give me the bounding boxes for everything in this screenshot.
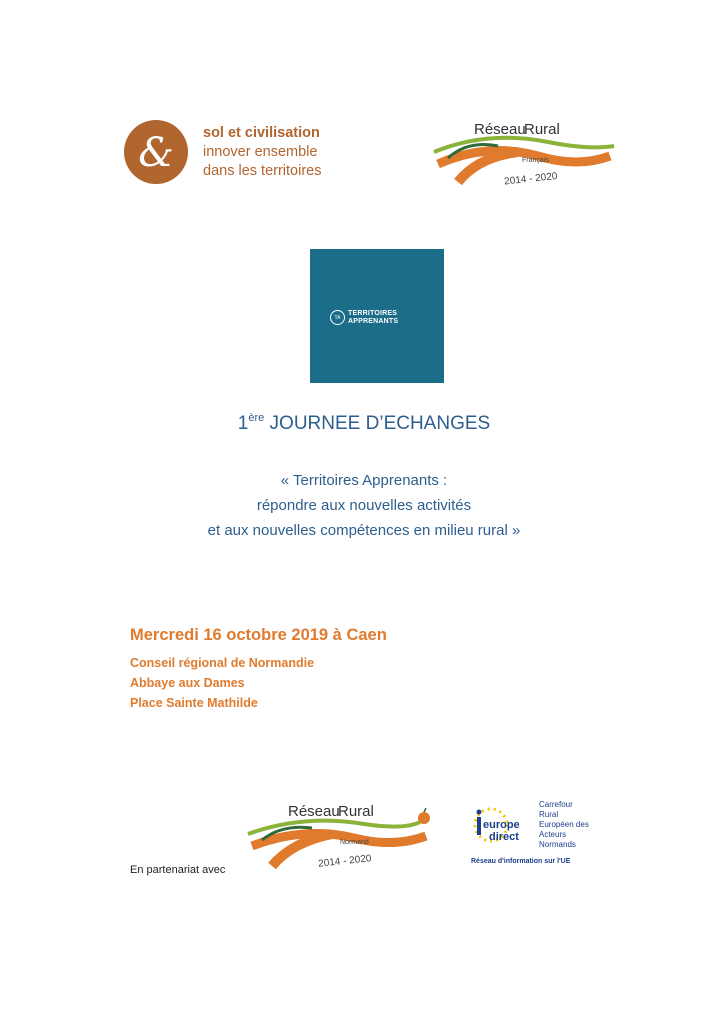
apple-icon: [418, 812, 430, 824]
ed-word2: direct: [489, 831, 519, 843]
ed-word1: europe: [483, 819, 520, 831]
info-i-icon: [477, 817, 481, 835]
reseau-rural-francais-logo: [428, 112, 618, 190]
page-title: [0, 412, 728, 435]
title-text: JOURNEE D’ECHANGES: [264, 413, 491, 434]
rrn-sub: Normand: [340, 839, 369, 846]
ed-acronym-line: Rural: [539, 810, 559, 819]
partner-label: En partenariat avec: [130, 864, 226, 876]
ed-tagline: Réseau d'information sur l'UE: [471, 858, 571, 865]
ed-acronym-line: Normands: [539, 840, 576, 849]
title-number: 1: [237, 413, 249, 434]
rrn-years: 2014 - 2020: [317, 853, 372, 870]
place-line: Place Sainte Mathilde: [130, 696, 258, 710]
rrn-word2: Rural: [338, 803, 374, 820]
rrf-word2: Rural: [524, 121, 560, 138]
logo-name: sol et civilisation: [203, 125, 320, 141]
subtitle-line1: « Territoires Apprenants :: [280, 472, 448, 489]
ed-acronym-line: Carrefour: [539, 800, 573, 809]
ed-acronym-line: Européen des: [539, 820, 589, 829]
sol-et-civilisation-logo: [124, 116, 364, 190]
event-date: Mercredi 16 octobre 2019 à Caen: [130, 626, 387, 644]
rrf-word1: Réseau: [474, 121, 526, 138]
ampersand-logo-icon: [124, 120, 188, 184]
ta-emblem-icon: TA: [330, 310, 345, 325]
subtitle-line3: et aux nouvelles compétences en milieu rural »: [207, 522, 521, 539]
ta-line2: APPRENANTS: [348, 318, 399, 325]
ta-line1: TERRITOIRES: [348, 310, 398, 317]
title-superscript: ère: [248, 412, 265, 424]
rrf-sub: Français: [522, 157, 549, 164]
logo-tagline-2: dans les territoires: [203, 163, 322, 179]
subtitle-line2: répondre aux nouvelles activités: [256, 497, 472, 514]
place-line: Abbaye aux Dames: [130, 676, 245, 690]
event-place: [130, 653, 314, 713]
reseau-rural-normand-logo: [244, 798, 436, 872]
europe-direct-logo: [463, 795, 607, 875]
subtitle: [0, 468, 728, 543]
ed-acronym-line: Acteurs: [539, 830, 567, 839]
logo-tagline-1: innover ensemble: [203, 144, 318, 160]
rrn-word1: Réseau: [288, 803, 340, 820]
place-line: Conseil régional de Normandie: [130, 656, 315, 670]
territoires-apprenants-logo: [310, 249, 444, 383]
rrf-years: 2014 - 2020: [503, 170, 558, 188]
svg-text:&: &: [138, 130, 174, 176]
